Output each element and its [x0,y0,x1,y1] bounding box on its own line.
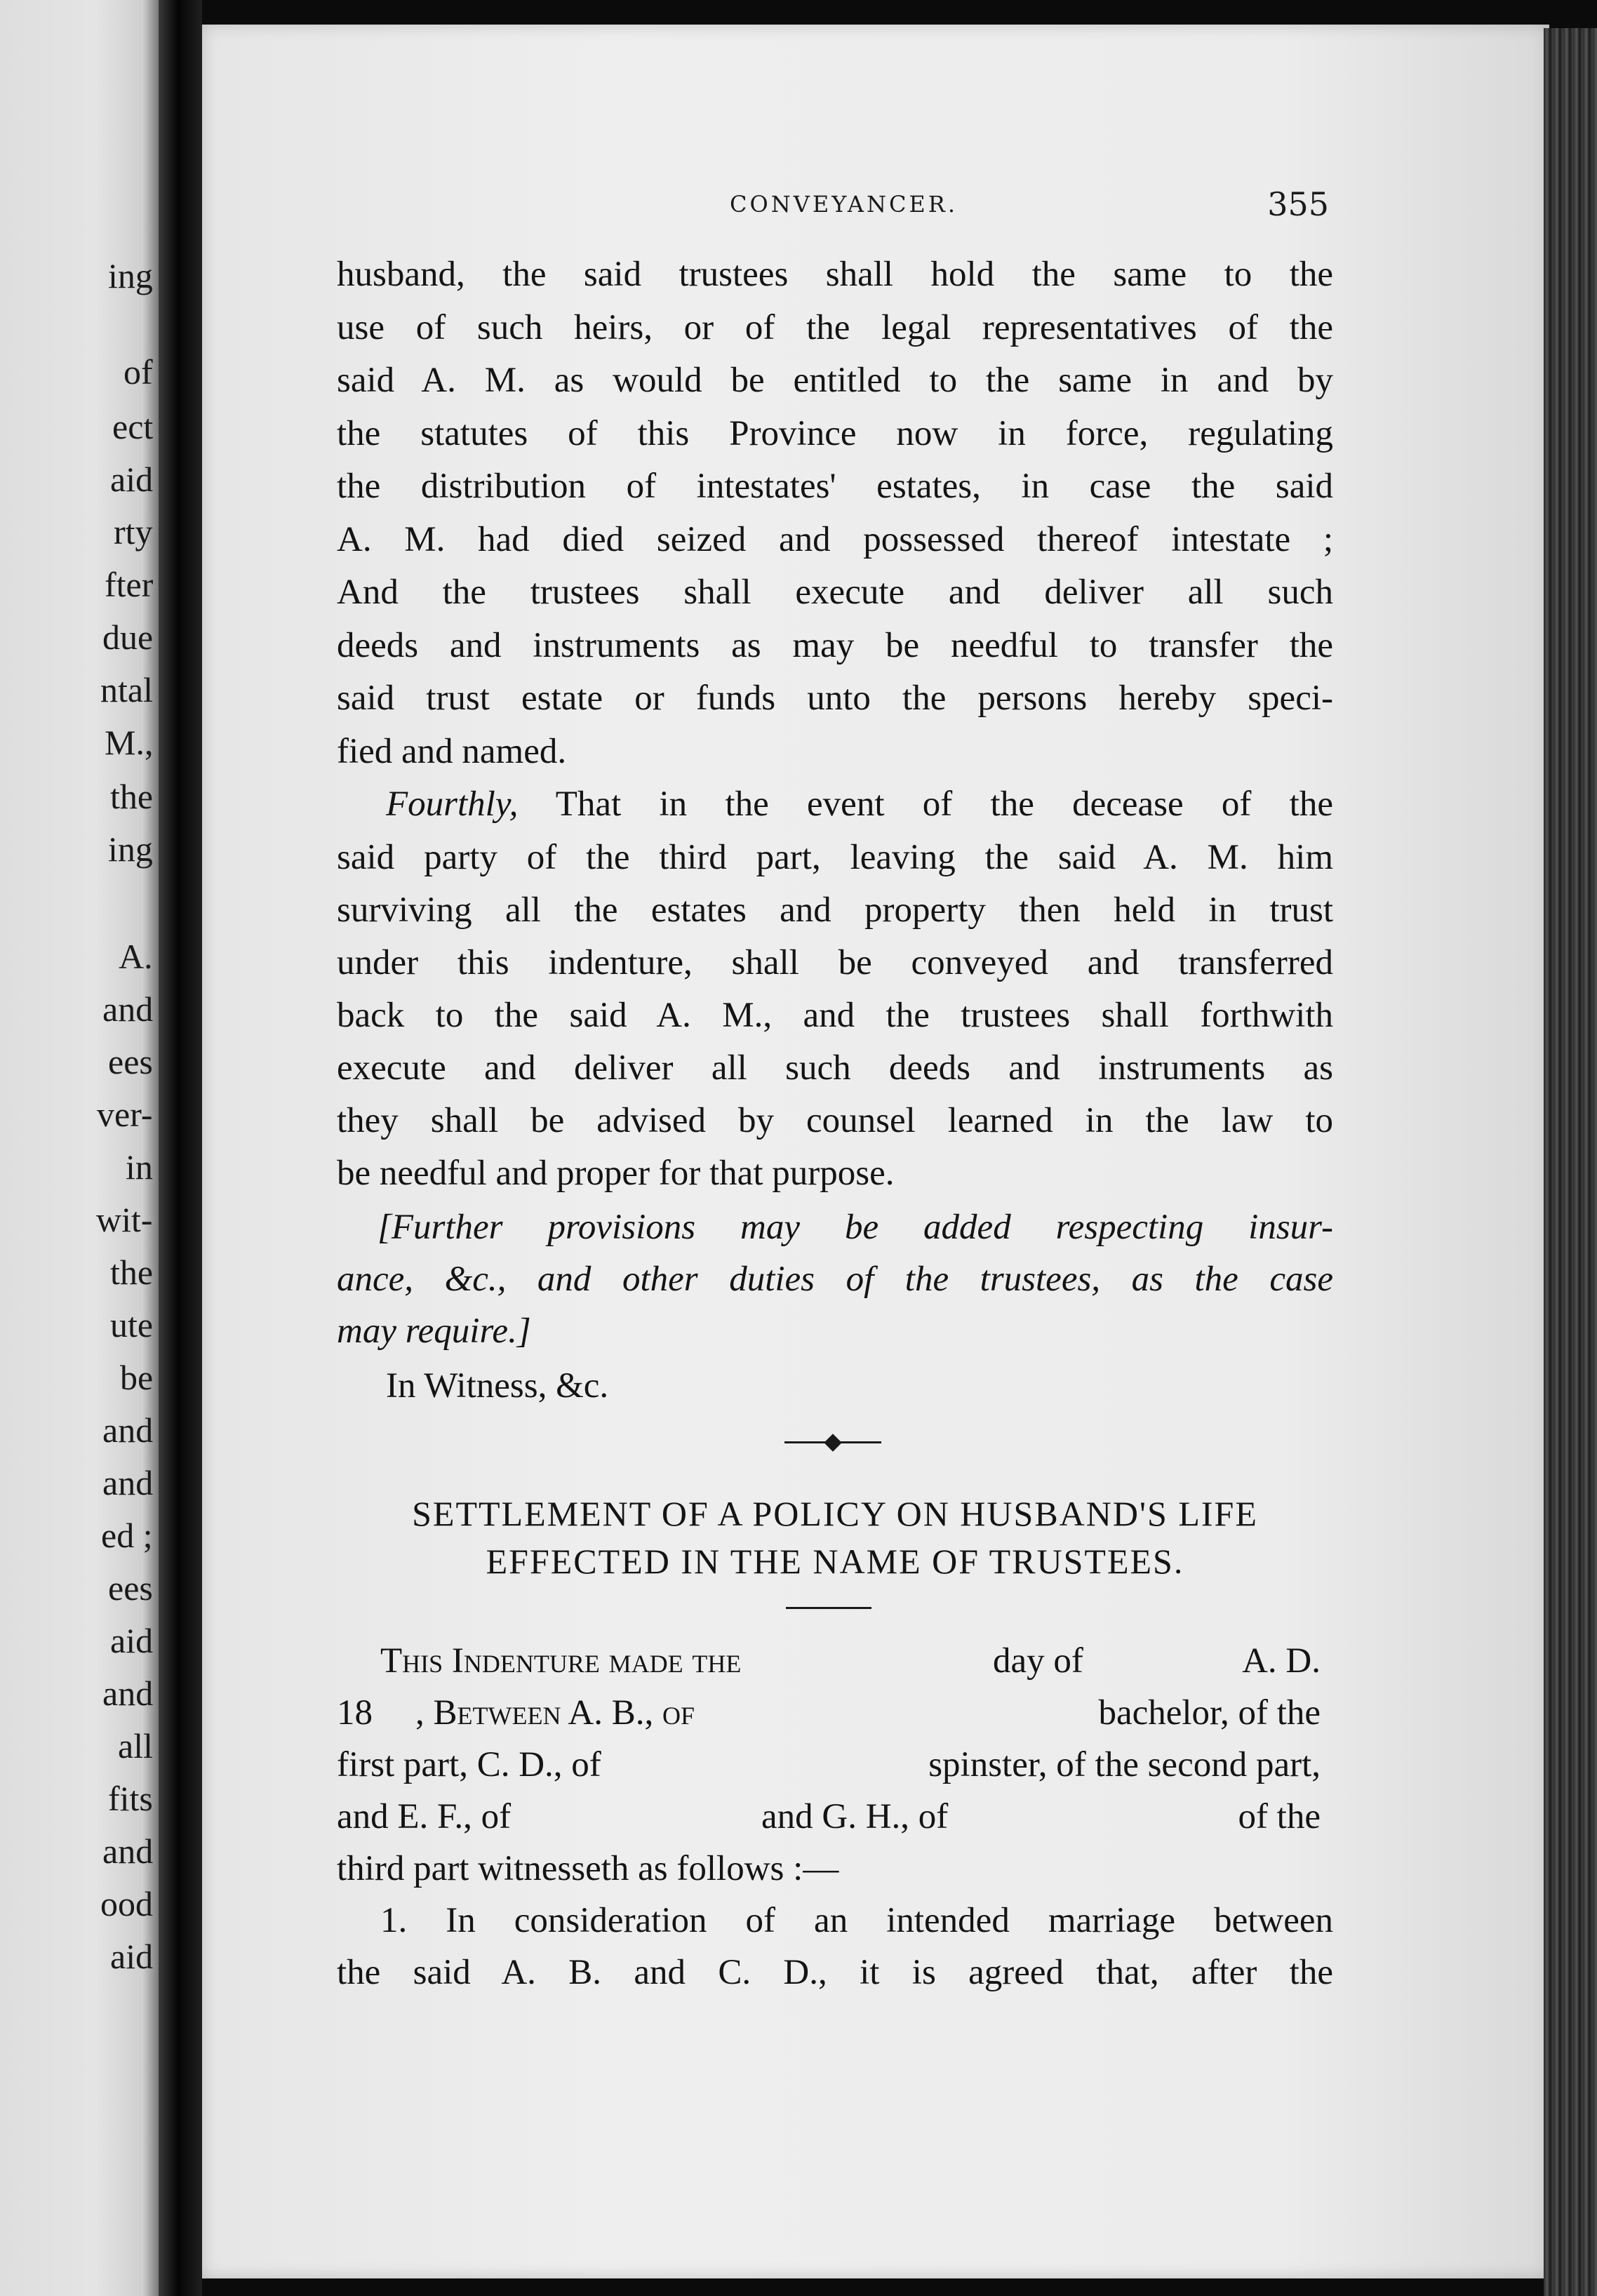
facing-page-text: the [110,1253,154,1292]
facing-page-text: aid [110,1937,154,1976]
paragraph-line: deeds and instruments as may be needful to transfer the [337,625,1333,665]
paragraph-fourthly-line: under this indenture, shall be conveyed and transferred [337,943,1333,982]
note-line: may require.] [337,1311,531,1351]
indenture-line-2 [337,1693,1333,1733]
paragraph-line: the statutes of this Province now in force, regulating [337,413,1333,453]
facing-page-text: fter [105,565,154,604]
paragraph-line: said A. M. as would be entitled to the same in and by [337,361,1333,400]
note-line: ance, &c., and other duties of the trustees, as the case [337,1260,1333,1299]
book-gutter [159,0,202,2296]
facing-page-text: and [102,1463,154,1502]
indenture-line-1 [337,1641,1333,1681]
indenture-bachelor: bachelor, of the [1098,1693,1321,1733]
facing-page-text: M., [105,723,154,762]
facing-page-text: all [118,1726,153,1766]
indenture-first-part: first part, C. D., of [337,1745,601,1784]
indenture-of-the: of the [1238,1797,1321,1836]
facing-page-text: aid [110,460,154,499]
facing-page-text: A. [119,937,153,976]
paragraph-line: husband, the said trustees shall hold the same to the [337,255,1333,294]
indenture-between: , Between A. B., of [415,1693,695,1733]
facing-page-text: the [110,777,154,816]
indenture-day-of: day of [993,1641,1083,1681]
facing-page-text: fits [108,1779,153,1818]
section-rule [786,1607,871,1609]
facing-page-text: ver- [97,1095,153,1134]
paragraph-fourthly-line: back to the said A. M., and the trustees shall forthwith [337,996,1333,1035]
paragraph-fourthly-first-line [337,784,1333,825]
indenture-year: 18 [337,1693,373,1733]
indenture-line-3 [337,1744,1333,1785]
paragraph-line: use of such heirs, or of the legal representatives of the [337,307,1333,347]
facing-page-fragment [0,0,159,2296]
facing-page-text: and [102,1831,154,1871]
running-head: CONVEYANCER. [730,191,958,218]
facing-page-text: ees [108,1568,153,1608]
indenture-line-5: third part witnesseth as follows :— [337,1849,839,1888]
paragraph-fourthly-line: said party of the third part, leaving the said A. M. him [337,838,1333,877]
note-line: [Further provisions may be added respecting insur- [377,1208,1333,1247]
facing-page-text: due [102,618,154,657]
page-edges [1544,28,1597,2296]
section-heading-line-2: EFFECTED IN THE NAME OF TRUSTEES. [486,1542,1184,1581]
paragraph-fourthly-line: they shall be advised by counsel learned in the law to [337,1101,1333,1140]
facing-page-text: and [102,1674,154,1713]
paragraph-line: the distribution of intestates' estates, in case the said [337,467,1333,506]
facing-page-text: ect [112,407,154,446]
facing-page-text: in [126,1147,153,1187]
page-header [730,185,1347,240]
fourthly-lead: Fourthly, [386,785,519,824]
facing-page-text: ood [100,1884,153,1923]
clause-1-text: 1. In consideration of an intended marriage between [380,1901,1333,1940]
facing-page-text: of [123,352,153,392]
page-number: 355 [1267,185,1329,223]
facing-page-text: ing [108,829,153,869]
paragraph-fourthly-line: be needful and proper for that purpose. [337,1154,895,1193]
indenture-line-7: the said A. B. and C. D., it is agreed that, after the [337,1953,1333,1992]
facing-page-text: aid [110,1621,154,1660]
paragraph-line: And the trustees shall execute and deliver all such [337,573,1333,612]
paragraph-fourthly-line: execute and deliver all such deeds and instruments as [337,1048,1333,1088]
indenture-opening: This Indenture made the [380,1641,742,1681]
facing-page-text: ing [108,256,153,295]
facing-page-text: rty [114,512,153,552]
section-heading-line-1: SETTLEMENT OF A POLICY ON HUSBAND'S LIFE [412,1494,1258,1533]
indenture-ef: and E. F., of [337,1797,512,1836]
paragraph-line: A. M. had died seized and possessed thereof intestate ; [337,519,1333,559]
paragraph-fourthly-line: surviving all the estates and property then held in trust [337,890,1333,930]
paragraph-line: fied and named. [337,731,567,771]
indenture-line-4 [337,1796,1333,1837]
facing-page-text: and [102,1410,154,1450]
indenture-line-6 [337,1900,1333,1941]
facing-page-text: ute [110,1305,154,1344]
facing-page-text: ed ; [101,1516,153,1555]
facing-page-text: wit- [96,1200,153,1239]
facing-page-text: ees [108,1042,153,1081]
indenture-spinster: spinster, of the second part, [928,1745,1321,1784]
facing-page-text: and [102,989,154,1029]
facing-page-text: ntal [100,670,153,709]
fourthly-first-rest: That in the event of the decease of the [555,785,1333,824]
indenture-gh: and G. H., of [761,1797,949,1836]
indenture-ad: A. D. [1242,1641,1321,1681]
facing-page-text: be [120,1358,154,1397]
witness-line: In Witness, &c. [386,1366,609,1406]
paragraph-line: said trust estate or funds unto the persons hereby speci- [337,679,1333,718]
